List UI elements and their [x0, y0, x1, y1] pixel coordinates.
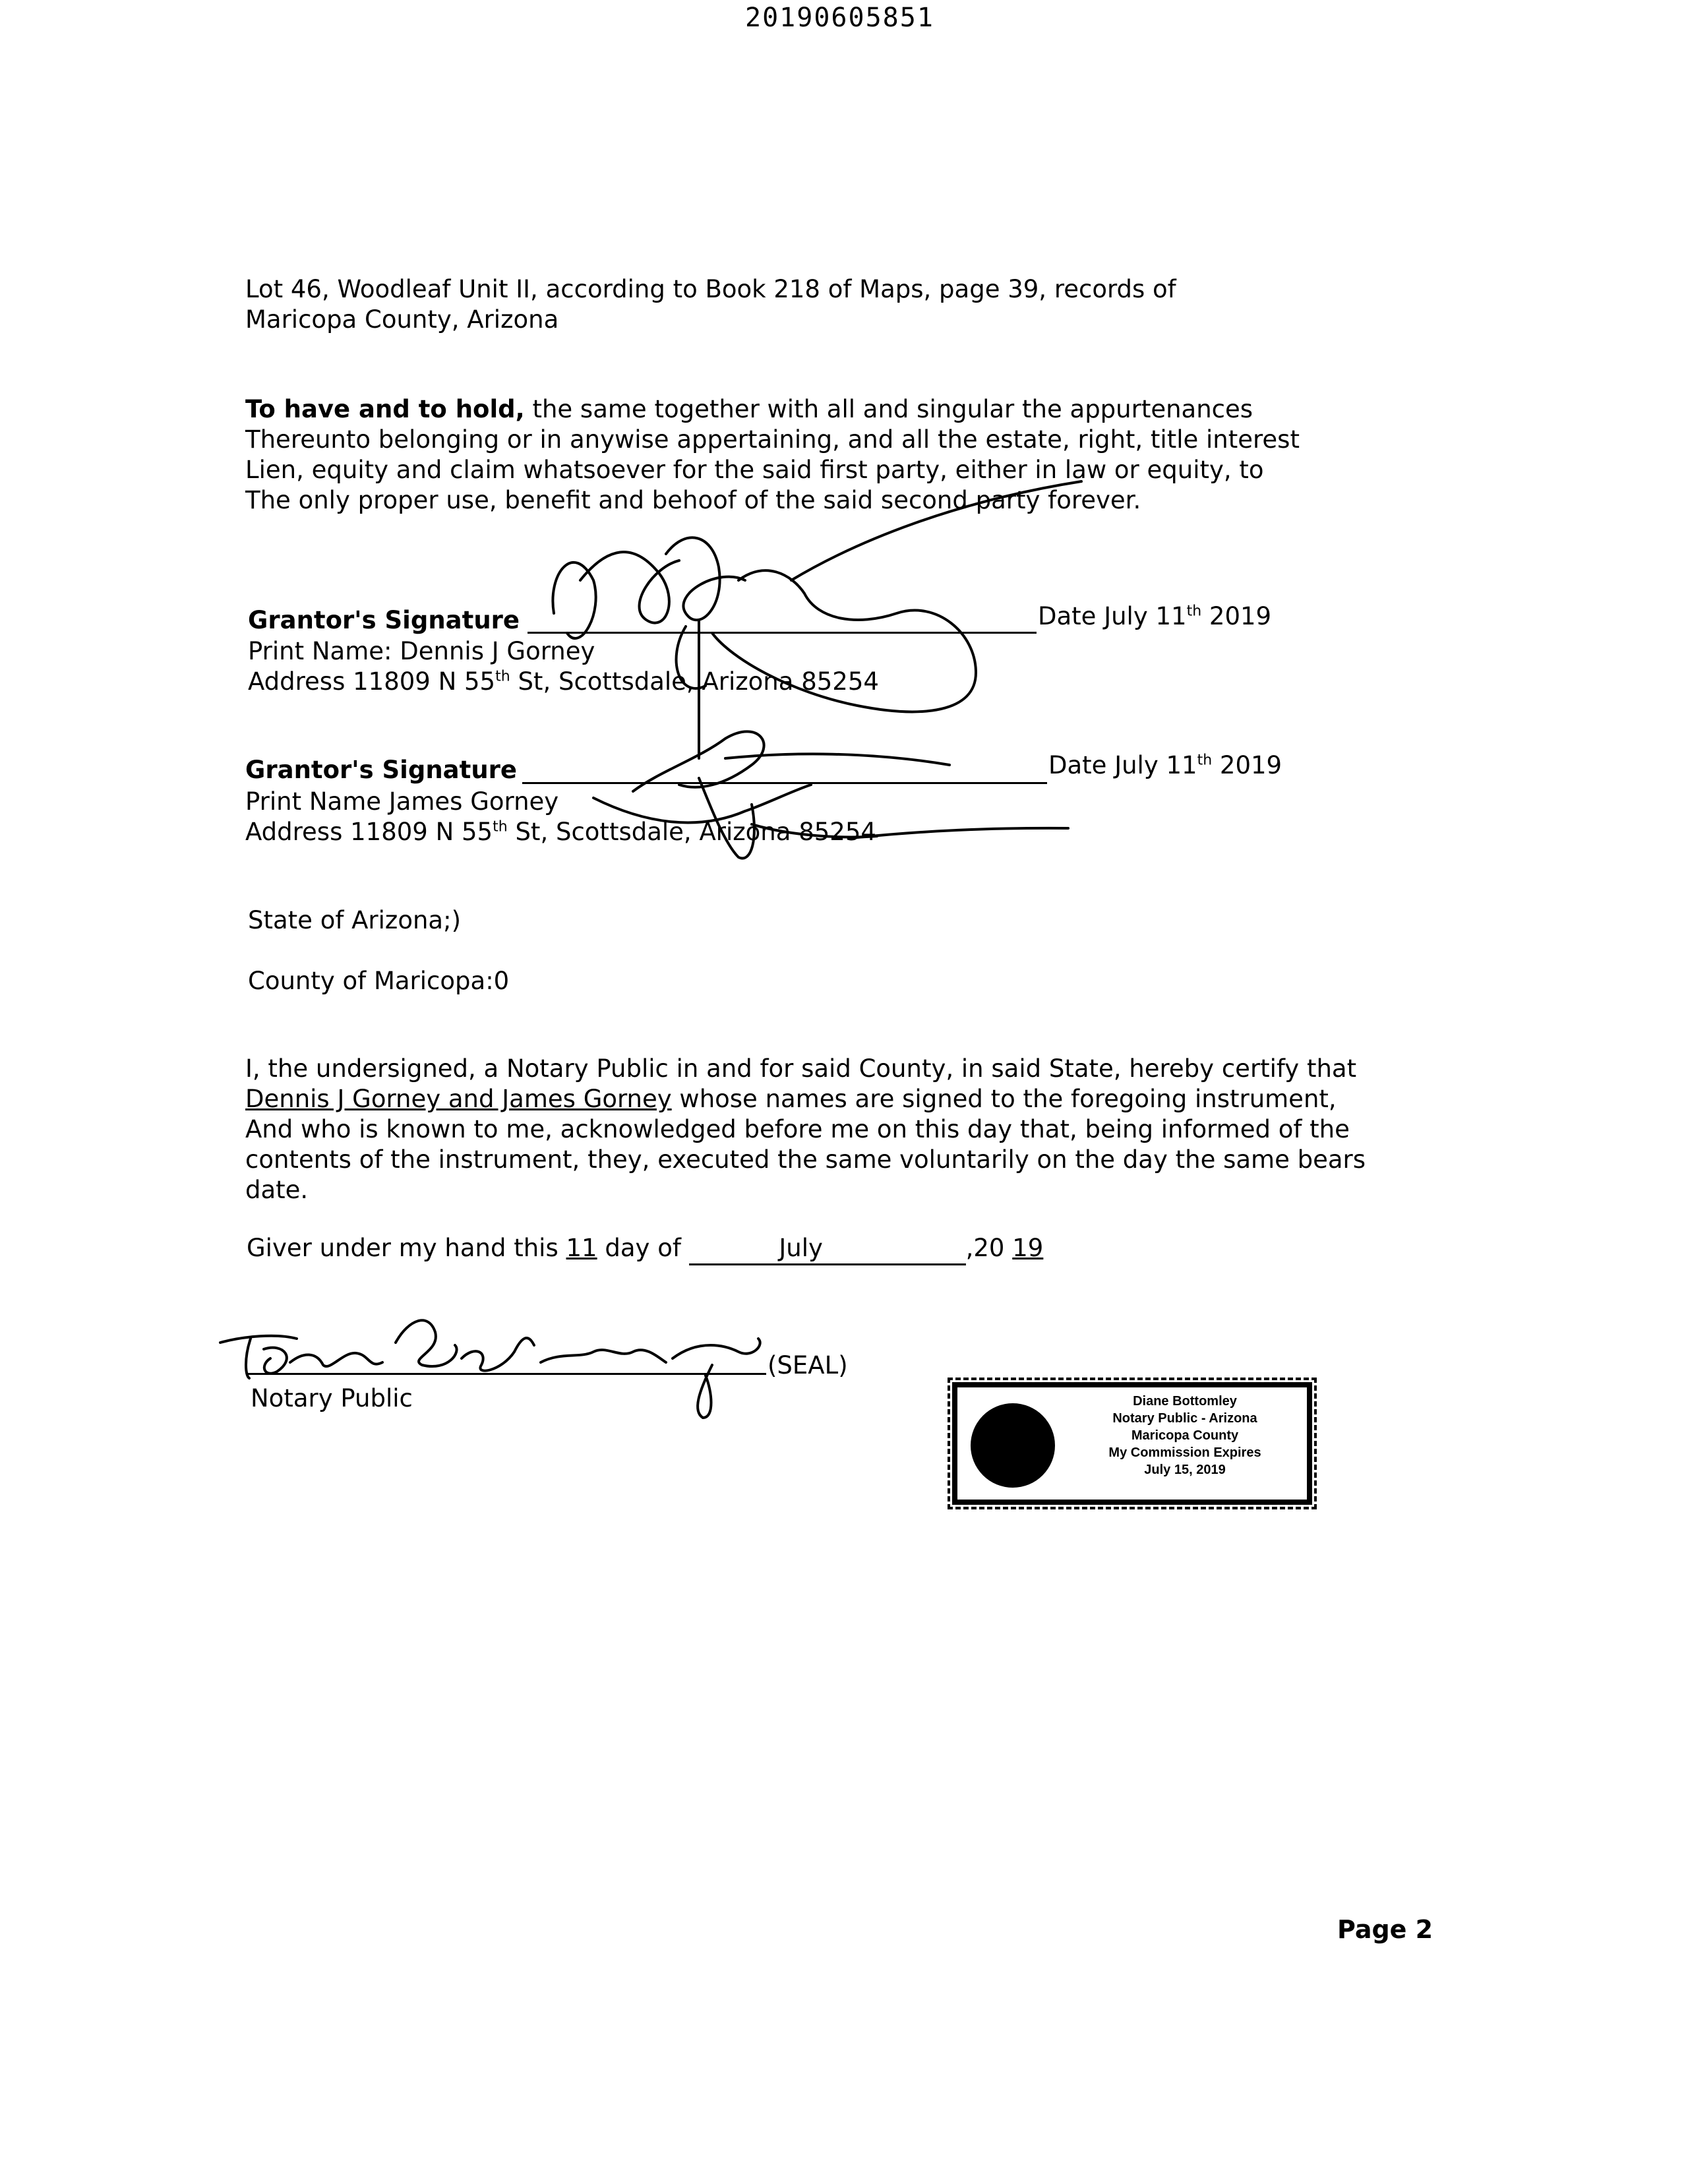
given-month: July	[779, 1234, 823, 1262]
grantor-1-signature-label: Grantor's Signature	[248, 606, 520, 634]
grantor-1-date: Date July 11th 2019	[1038, 602, 1272, 630]
grantor-2-address: Address 11809 N 55th St, Scottsdale, Arizona 85254	[245, 818, 876, 846]
grantor-2-signature-scribble	[593, 731, 1068, 858]
grantor-1-address: Address 11809 N 55th St, Scottsdale, Arizona 85254	[248, 667, 879, 696]
notary-signature-scribble	[220, 1320, 760, 1418]
stamp-line-3: Maricopa County	[1131, 1428, 1239, 1443]
habendum-line-4: The only proper use, benefit and behoof of the said second party forever.	[245, 486, 1141, 514]
page-number: Page 2	[1337, 1915, 1433, 1944]
venue-county: County of Maricopa:0	[248, 967, 510, 995]
given-line: Giver under my hand this 11 day of July ,20 19	[247, 1233, 1043, 1265]
habendum-line-3: Lien, equity and claim whatsoever for the said first party, either in law or equity, to	[245, 456, 1264, 484]
acknowledgment-line-1: I, the undersigned, a Notary Public in and for said County, in said State, hereby certify that	[245, 1054, 1357, 1083]
acknowledgment-line-4: contents of the instrument, they, executed the same voluntarily on the day the same bears	[245, 1145, 1366, 1174]
legal-description-line-1: Lot 46, Woodleaf Unit II, according to Book 218 of Maps, page 39, records of	[245, 275, 1176, 303]
acknowledgment-line-5: date.	[245, 1176, 309, 1204]
stamp-line-2: Notary Public - Arizona	[1112, 1411, 1257, 1426]
habendum-line-2: Thereunto belonging or in anywise appertaining, and all the estate, right, title interest	[245, 425, 1300, 454]
seal-label: (SEAL)	[768, 1351, 848, 1380]
stamp-line-1: Diane Bottomley	[1133, 1394, 1237, 1409]
acknowledgment-names: Dennis J Gorney and James Gorney	[245, 1085, 672, 1113]
acknowledgment-line-3: And who is known to me, acknowledged before me on this day that, being informed of the	[245, 1115, 1350, 1143]
stamp-line-4: My Commission Expires	[1108, 1445, 1261, 1460]
given-year: 19	[1012, 1234, 1044, 1262]
legal-description-line-2: Maricopa County, Arizona	[245, 305, 559, 334]
venue-state: State of Arizona;)	[248, 906, 462, 934]
grantor-1-print-name: Print Name: Dennis J Gorney	[248, 637, 595, 665]
grantor-2-signature-label: Grantor's Signature	[245, 756, 518, 784]
grantor-1-signature-scribble	[553, 481, 1081, 758]
notary-title: Notary Public	[251, 1384, 413, 1412]
habendum-lead: To have and to hold,	[245, 395, 525, 423]
given-day: 11	[566, 1234, 597, 1262]
stamp-line-5: July 15, 2019	[1144, 1463, 1226, 1477]
grantor-2-print-name: Print Name James Gorney	[245, 787, 559, 816]
acknowledgment-line-2: Dennis J Gorney and James Gorney whose names are signed to the foregoing instrument,	[245, 1085, 1337, 1113]
grantor-2-date: Date July 11th 2019	[1048, 751, 1282, 779]
recording-number: 20190605851	[745, 3, 934, 33]
habendum-line-1-rest: the same together with all and singular the appurtenances	[524, 395, 1253, 423]
